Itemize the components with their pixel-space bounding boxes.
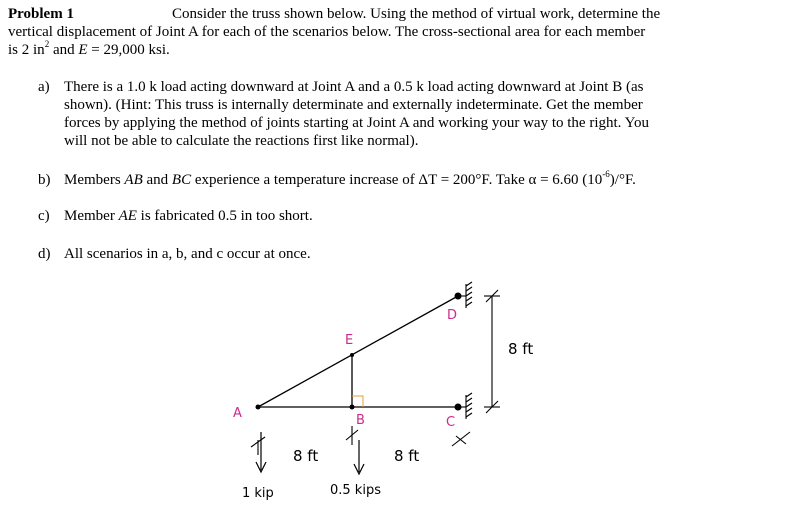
load-a-label: 1 kip: [242, 486, 274, 501]
scenario-b-and: and: [142, 172, 172, 188]
dim-right-span-label: 8 ft: [394, 447, 420, 465]
scenario-d-text: All scenarios in a, b, and c occur at once.: [64, 246, 311, 262]
joint-a-dot: [256, 405, 261, 410]
joint-d-label: D: [447, 308, 458, 323]
truss-members: [258, 296, 458, 407]
scenario-a-marker: a): [38, 79, 50, 95]
scenario-b-marker: b): [38, 172, 51, 188]
intro-line-1: Consider the truss shown below. Using the method of virtual work, determine the: [172, 6, 661, 22]
scenario-b-pre: Members: [64, 172, 125, 188]
scenario-c-pre: Member: [64, 208, 119, 224]
intro-area-text: is 2 in: [8, 42, 45, 58]
dim-height: [484, 290, 500, 413]
joint-c-label: C: [446, 415, 456, 430]
scenario-c-post: is fabricated 0.5 in too short.: [136, 208, 313, 224]
scenario-a-line-2: shown). (Hint: This truss is internally determinate and externally indeterminate. Get the member: [64, 97, 643, 113]
scenario-b-member-ab: AB: [124, 172, 143, 188]
load-arrow-b: [354, 440, 364, 474]
scenario-d-marker: d): [38, 246, 51, 262]
scenario-b-units: )/°F.: [609, 172, 636, 188]
dim-left-span-label: 8 ft: [293, 447, 319, 465]
joint-e-dot: [350, 353, 354, 357]
dim-span-ticks: [251, 426, 470, 455]
dim-height-label: 8 ft: [508, 340, 534, 358]
joint-b-dot: [350, 405, 355, 410]
intro-and-text: and: [49, 42, 79, 58]
scenario-b-temperature: experience a temperature increase of ΔT = 200°F. Take α = 6.60 (10: [191, 172, 603, 188]
problem-title: Problem 1: [8, 6, 74, 22]
intro-modulus-value: = 29,000 ksi.: [87, 42, 170, 58]
joint-a-label: A: [233, 406, 242, 421]
intro-line-2: vertical displacement of Joint A for each of the scenarios below. The cross-sectional area for each member: [8, 24, 646, 40]
scenario-b-member-bc: BC: [171, 172, 192, 188]
joint-e-label: E: [345, 333, 354, 348]
scenario-a-line-4: will not be able to calculate the reactions first like normal).: [64, 133, 419, 149]
joint-b-label: B: [356, 413, 365, 428]
load-b-label: 0.5 kips: [330, 483, 381, 498]
scenario-c-marker: c): [38, 208, 50, 224]
member-aed: [258, 296, 458, 407]
scenario-c-member-ae: AE: [118, 208, 137, 224]
scenario-b-exponent: -6: [602, 169, 610, 179]
scenario-a-line-1: There is a 1.0 k load acting downward at Joint A and a 0.5 k load acting downward at Joint B (as: [64, 79, 644, 95]
intro-modulus-symbol: E: [78, 42, 88, 58]
scenario-a-line-3: forces by applying the method of joints starting at Joint A and working your way to the right. You: [64, 115, 649, 131]
intro-area-exponent: 2: [44, 39, 50, 49]
